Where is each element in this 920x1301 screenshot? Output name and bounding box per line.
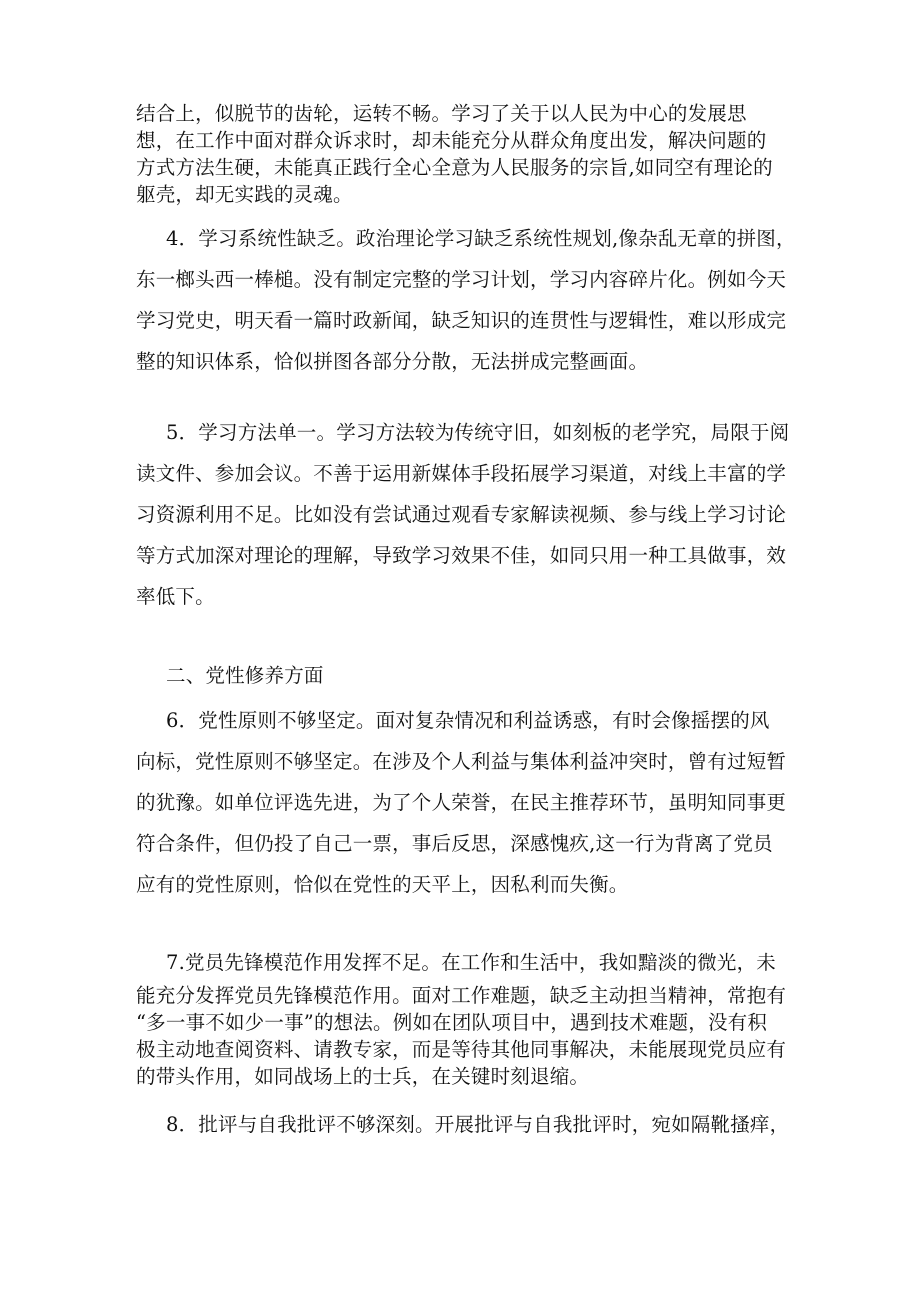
text-line: 4．学习系统性缺乏。政治理论学习缺乏系统性规划,像杂乱无章的拼图， (166, 227, 796, 250)
text-line: 极主动地查阅资料、请教专家，而是等待其他同事解决，未能展现党员应有 (136, 1038, 787, 1061)
text-line: 方式方法生硬，未能真正践行全心全意为人民服务的宗旨,如同空有理论的 (136, 156, 773, 179)
paragraph-continued (136, 100, 796, 208)
text-line: 想，在工作中面对群众诉求时，却未能充分从群众角度出发，解决问题的 (136, 129, 767, 152)
text-line: 率低下。 (136, 585, 215, 608)
text-line: 6．党性原则不够坚定。面对复杂情况和利益诱惑，有时会像摇摆的风 (166, 709, 770, 732)
text-line: 5．学习方法单一。学习方法较为传统守旧，如刻板的老学究，局限于阅 (166, 421, 790, 444)
text-line: 向标，党性原则不够坚定。在涉及个人利益与集体利益冲突时，曾有过短暂 (136, 750, 787, 773)
paragraph-item-6 (136, 700, 796, 905)
text-line: 应有的党性原则，恰似在党性的天平上，因私利而失衡。 (136, 873, 629, 896)
text-line: “多一事不如少一事”的想法。例如在团队项目中，遇到技术难题，没有积 (136, 1011, 768, 1034)
text-line: 能充分发挥党员先锋模范作用。面对工作难题，缺乏主动担当精神，常抱有 (136, 984, 787, 1007)
text-line: 8．批评与自我批评不够深刻。开展批评与自我批评时，宛如隔靴搔痒， (166, 1113, 790, 1136)
paragraph-item-8 (136, 1104, 796, 1145)
section-heading: 二、党性修养方面 (166, 664, 324, 687)
text-line: 读文件、参加会议。不善于运用新媒体手段拓展学习渠道，对线上丰富的学 (136, 462, 787, 485)
text-line: 东一榔头西一棒槌。没有制定完整的学习计划，学习内容碎片化。例如今天 (136, 268, 787, 291)
text-line: 习资源利用不足。比如没有尝试通过观看专家解读视频、参与线上学习讨论 (136, 503, 787, 526)
text-line: 的带头作用，如同战场上的士兵，在关键时刻退缩。 (136, 1065, 590, 1088)
text-line: 等方式加深对理论的理解，导致学习效果不佳，如同只用一种工具做事，效 (136, 544, 787, 567)
paragraph-item-5 (136, 412, 796, 617)
text-line: 整的知识体系，恰似拼图各部分分散，无法拼成完整画面。 (136, 350, 649, 373)
text-line: 学习党史，明天看一篇时政新闻，缺乏知识的连贯性与逻辑性，难以形成完 (136, 309, 787, 332)
paragraph-item-4 (136, 218, 796, 382)
text-line: 躯壳，却无实践的灵魂。 (136, 183, 353, 206)
text-line: 结合上，似脱节的齿轮，运转不畅。学习了关于以人民为中心的发展思 (136, 102, 747, 125)
text-line: 的犹豫。如单位评选先进，为了个人荣誉，在民主推荐环节，虽明知同事更 (136, 791, 787, 814)
text-line: 7.党员先锋模范作用发挥不足。在工作和生活中，我如黯淡的微光，未 (166, 951, 777, 974)
text-line: 符合条件，但仍投了自己一票，事后反思，深感愧疚,这一行为背离了党员 (136, 832, 773, 855)
paragraph-item-7 (136, 944, 796, 1090)
